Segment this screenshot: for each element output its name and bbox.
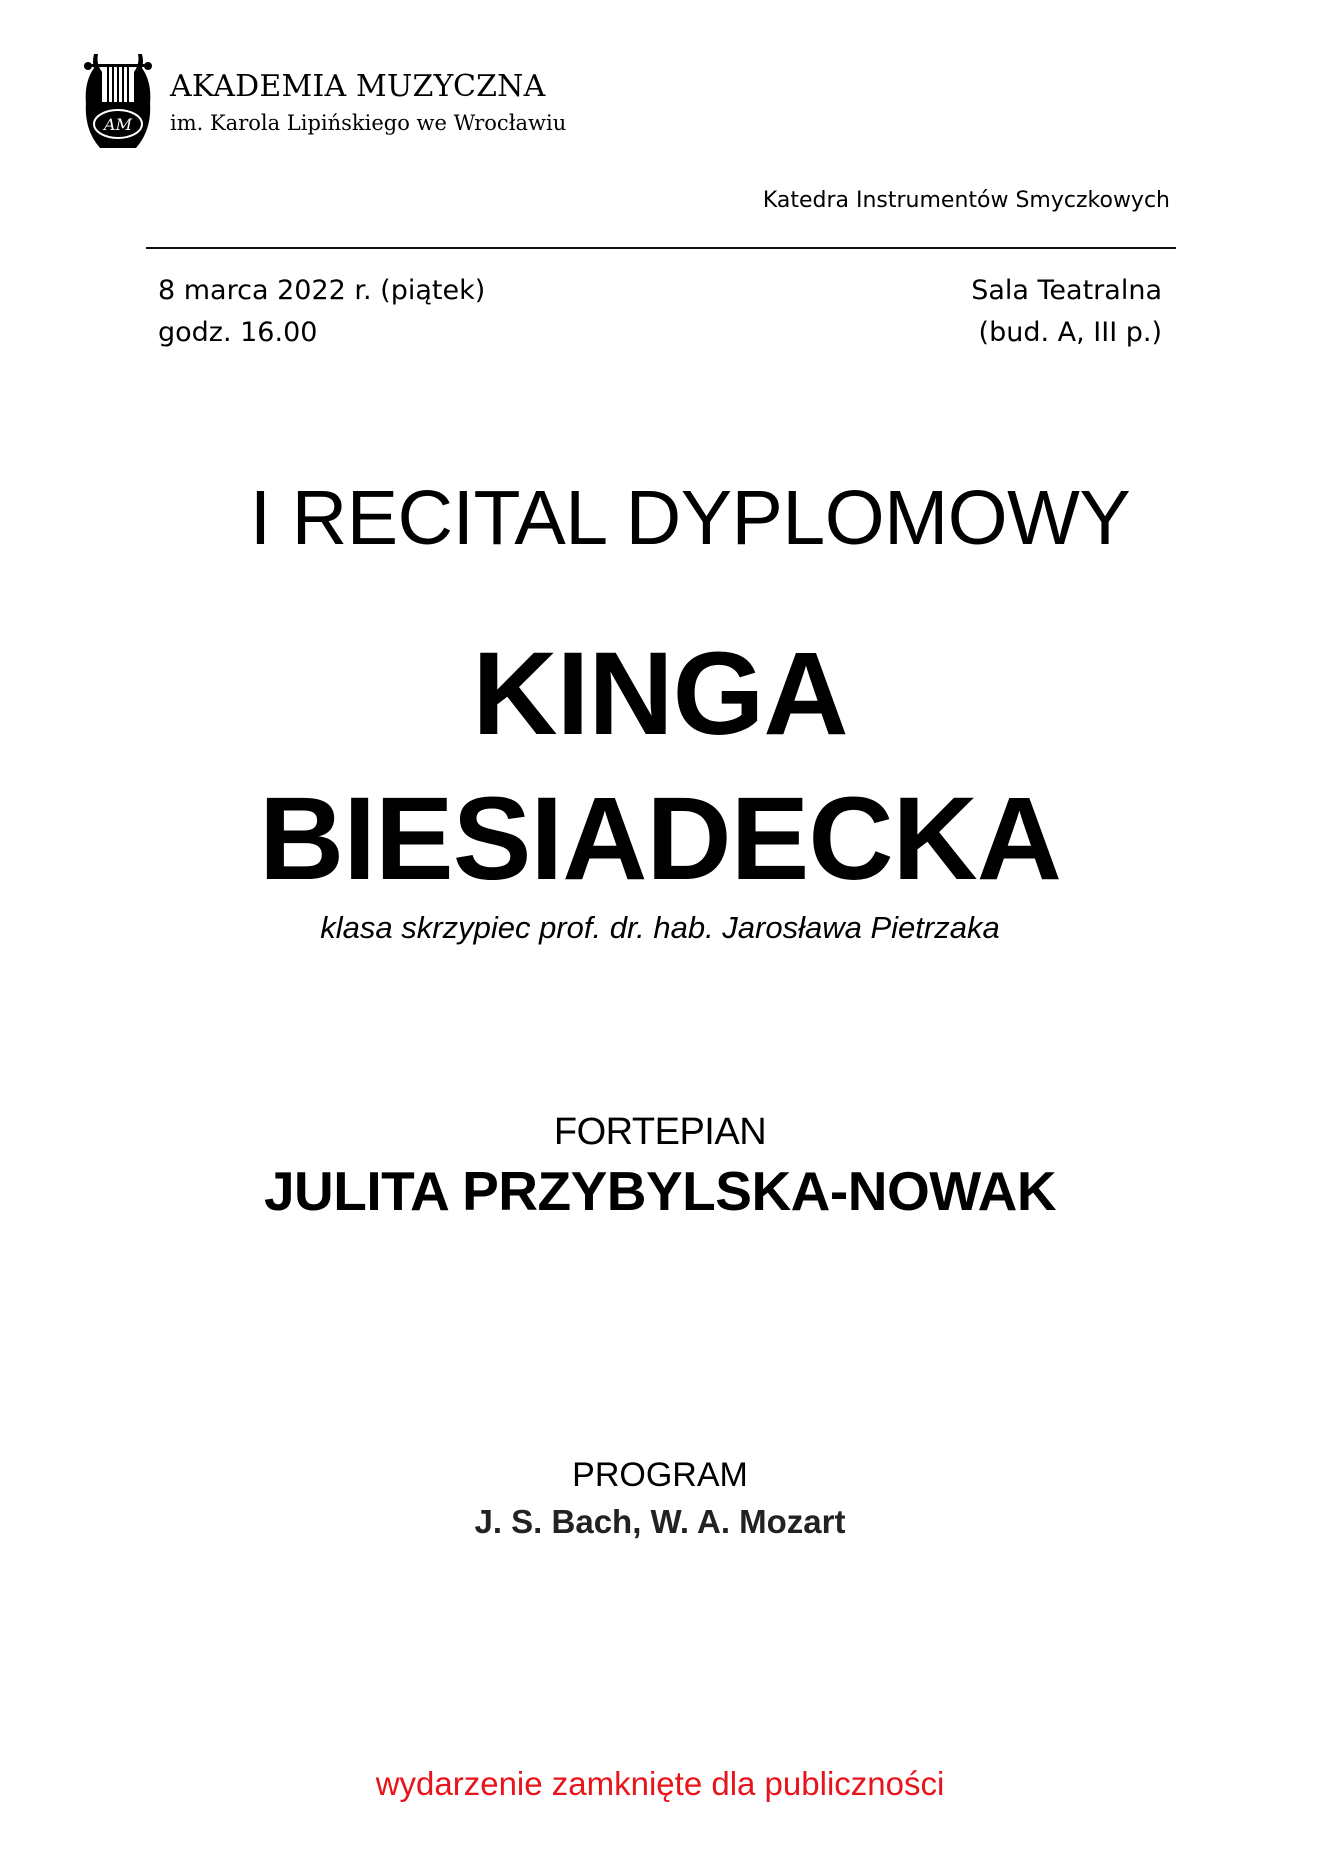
closed-event-notice: wydarzenie zamknięte dla publiczności (375, 1765, 945, 1802)
venue-detail: (bud. A, III p.) (978, 317, 1162, 348)
venue-name: Sala Teatralna (971, 275, 1162, 306)
performer-last-name: BIESIADECKA (259, 773, 1061, 905)
event-time: godz. 16.00 (158, 317, 318, 348)
event-venue (971, 270, 1162, 354)
pianist-name: JULITA PRZYBYLSKA-NOWAK (263, 1160, 1057, 1222)
recital-title: I RECITAL DYPLOMOWY (249, 475, 1131, 561)
performer-first-name: KINGA (472, 628, 848, 760)
event-datetime (158, 270, 485, 354)
instrument-label: FORTEPIAN (553, 1111, 767, 1153)
svg-text:AM: AM (104, 115, 132, 134)
lyre-logo-icon (80, 52, 156, 152)
institution-subtitle: im. Karola Lipińskiego we Wrocławiu (170, 111, 567, 135)
header-divider (146, 247, 1176, 249)
teacher-class-line: klasa skrzypiec prof. dr. hab. Jarosława Pietrzaka (320, 910, 1000, 945)
program-label: PROGRAM (572, 1456, 748, 1494)
department-name: Katedra Instrumentów Smyczkowych (762, 188, 1170, 213)
institution-name: AKADEMIA MUZYCZNA (170, 69, 546, 104)
program-composers: J. S. Bach, W. A. Mozart (474, 1503, 846, 1540)
event-date: 8 marca 2022 r. (piątek) (158, 275, 486, 306)
